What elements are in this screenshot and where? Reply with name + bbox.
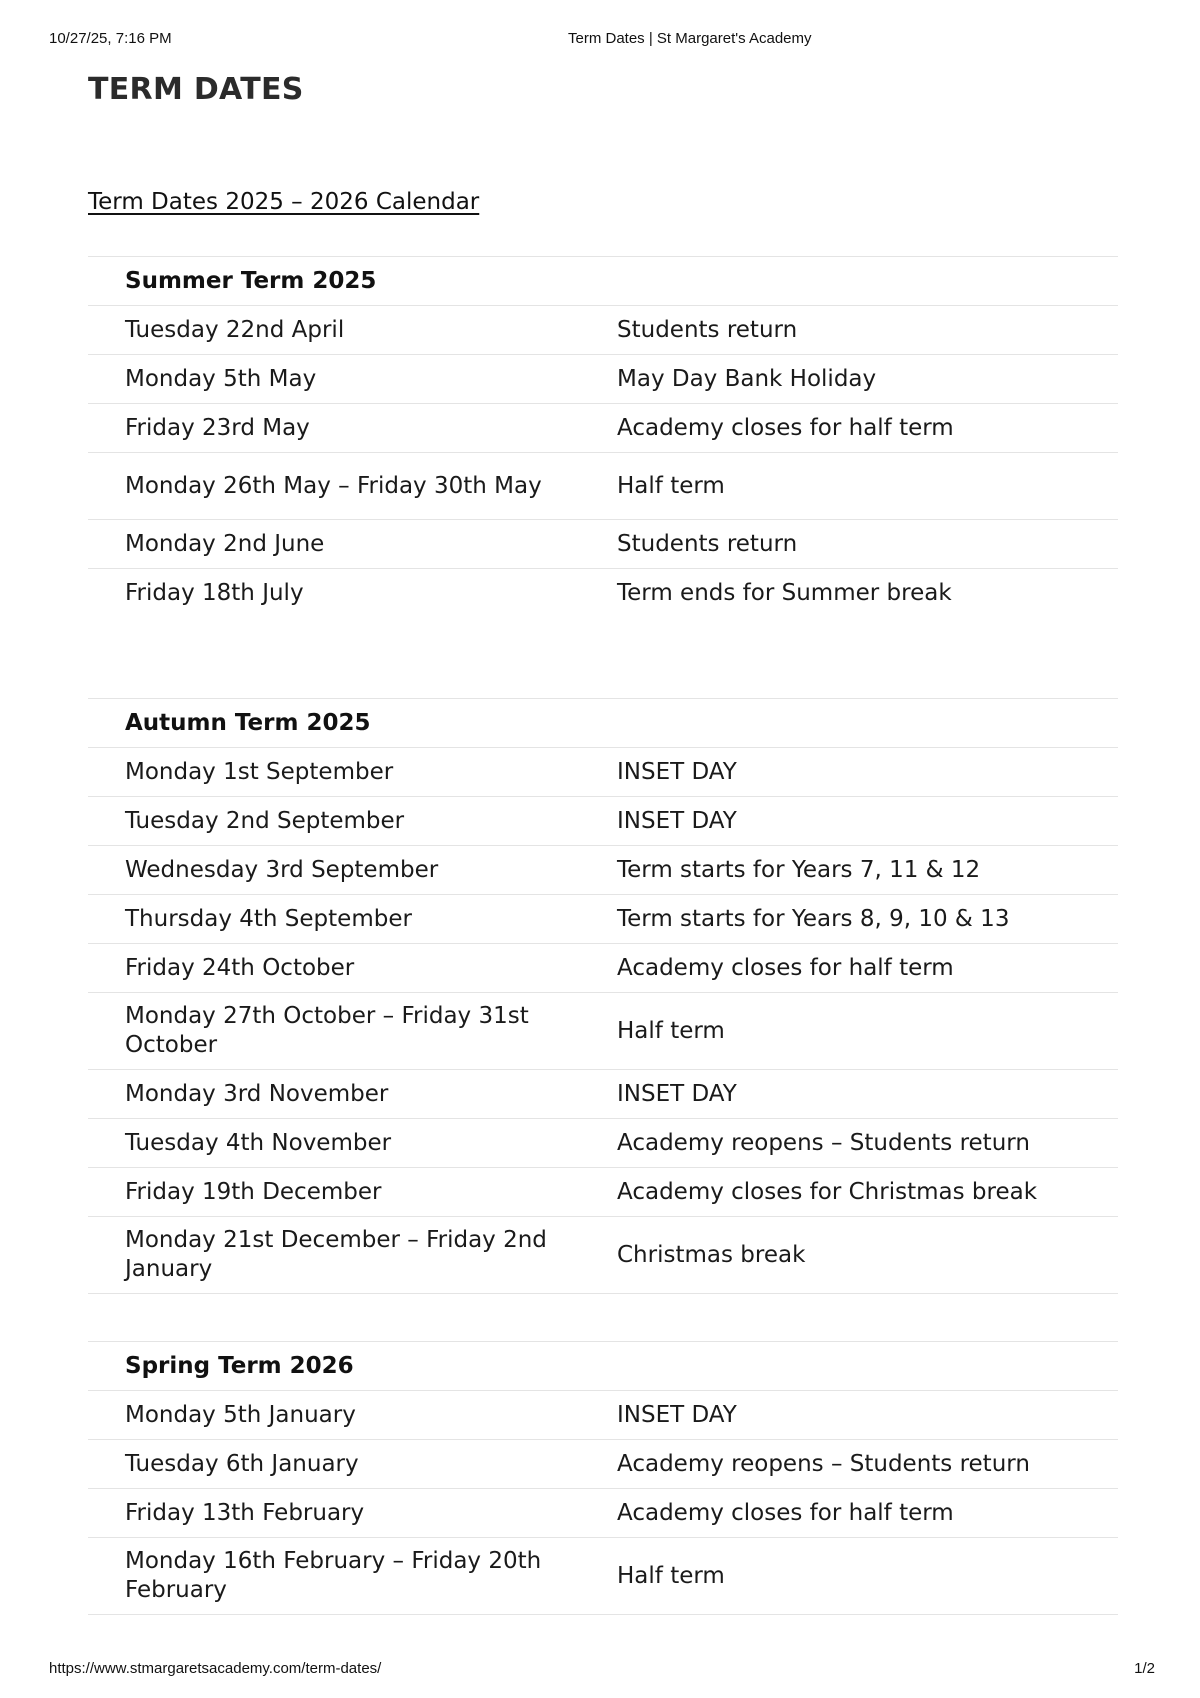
page-title: TERM DATES bbox=[88, 72, 304, 107]
date-cell: Tuesday 22nd April bbox=[88, 306, 617, 355]
table-row bbox=[88, 944, 1118, 993]
date-cell: Tuesday 6th January bbox=[88, 1440, 617, 1489]
event-cell: INSET DAY bbox=[617, 748, 1118, 797]
event-cell: May Day Bank Holiday bbox=[617, 355, 1118, 404]
table-row bbox=[88, 306, 1118, 355]
term-heading: Autumn Term 2025 bbox=[88, 699, 1118, 748]
page-counter: 1/2 bbox=[1134, 1660, 1155, 1677]
event-cell: INSET DAY bbox=[617, 1391, 1118, 1440]
page-url: https://www.stmargaretsacademy.com/term-dates/ bbox=[49, 1660, 382, 1677]
table-row bbox=[88, 1440, 1118, 1489]
event-cell: Academy reopens – Students return bbox=[617, 1119, 1118, 1168]
event-cell: Half term bbox=[617, 1538, 1118, 1615]
event-cell: Half term bbox=[617, 453, 1118, 520]
table-row bbox=[88, 1168, 1118, 1217]
table-row bbox=[88, 453, 1118, 520]
date-cell: Tuesday 4th November bbox=[88, 1119, 617, 1168]
table-row bbox=[88, 569, 1118, 618]
event-cell: Term ends for Summer break bbox=[617, 569, 1118, 618]
term-dates-container bbox=[88, 256, 1118, 1615]
table-row bbox=[88, 1070, 1118, 1119]
event-cell: Academy closes for Christmas break bbox=[617, 1168, 1118, 1217]
term-table-spring-2026 bbox=[88, 1341, 1118, 1615]
event-cell: Academy closes for half term bbox=[617, 944, 1118, 993]
term-heading: Spring Term 2026 bbox=[88, 1342, 1118, 1391]
table-row bbox=[88, 1489, 1118, 1538]
table-row bbox=[88, 993, 1118, 1070]
event-cell: Half term bbox=[617, 993, 1118, 1070]
table-row bbox=[88, 1391, 1118, 1440]
date-cell: Tuesday 2nd September bbox=[88, 797, 617, 846]
print-datetime: 10/27/25, 7:16 PM bbox=[49, 30, 172, 47]
date-cell: Monday 5th January bbox=[88, 1391, 617, 1440]
term-heading: Summer Term 2025 bbox=[88, 257, 1118, 306]
table-row bbox=[88, 1119, 1118, 1168]
date-cell: Friday 23rd May bbox=[88, 404, 617, 453]
print-header bbox=[49, 30, 1151, 52]
print-footer bbox=[49, 1660, 1155, 1682]
date-cell: Monday 21st December – Friday 2nd January bbox=[88, 1217, 617, 1294]
calendar-link[interactable]: Term Dates 2025 – 2026 Calendar bbox=[88, 189, 480, 215]
date-cell: Wednesday 3rd September bbox=[88, 846, 617, 895]
date-cell: Monday 27th October – Friday 31st October bbox=[88, 993, 617, 1070]
date-cell: Friday 19th December bbox=[88, 1168, 617, 1217]
table-row bbox=[88, 1217, 1118, 1294]
date-cell: Friday 18th July bbox=[88, 569, 617, 618]
event-cell: INSET DAY bbox=[617, 797, 1118, 846]
print-doc-title: Term Dates | St Margaret's Academy bbox=[568, 30, 812, 47]
term-heading-row bbox=[88, 257, 1118, 306]
date-cell: Friday 13th February bbox=[88, 1489, 617, 1538]
event-cell: Academy closes for half term bbox=[617, 1489, 1118, 1538]
date-cell: Thursday 4th September bbox=[88, 895, 617, 944]
event-cell: Academy reopens – Students return bbox=[617, 1440, 1118, 1489]
table-row bbox=[88, 748, 1118, 797]
table-row bbox=[88, 1538, 1118, 1615]
table-row bbox=[88, 846, 1118, 895]
date-cell: Monday 26th May – Friday 30th May bbox=[88, 453, 617, 520]
term-table-autumn-2025 bbox=[88, 698, 1118, 1294]
table-row bbox=[88, 797, 1118, 846]
event-cell: INSET DAY bbox=[617, 1070, 1118, 1119]
term-table-summer-2025 bbox=[88, 256, 1118, 617]
event-cell: Students return bbox=[617, 520, 1118, 569]
table-row bbox=[88, 355, 1118, 404]
table-row bbox=[88, 895, 1118, 944]
event-cell: Term starts for Years 7, 11 & 12 bbox=[617, 846, 1118, 895]
event-cell: Christmas break bbox=[617, 1217, 1118, 1294]
date-cell: Monday 5th May bbox=[88, 355, 617, 404]
date-cell: Friday 24th October bbox=[88, 944, 617, 993]
event-cell: Term starts for Years 8, 9, 10 & 13 bbox=[617, 895, 1118, 944]
table-row bbox=[88, 404, 1118, 453]
event-cell: Students return bbox=[617, 306, 1118, 355]
term-heading-row bbox=[88, 1342, 1118, 1391]
event-cell: Academy closes for half term bbox=[617, 404, 1118, 453]
date-cell: Monday 2nd June bbox=[88, 520, 617, 569]
date-cell: Monday 1st September bbox=[88, 748, 617, 797]
date-cell: Monday 16th February – Friday 20th February bbox=[88, 1538, 617, 1615]
term-heading-row bbox=[88, 699, 1118, 748]
table-row bbox=[88, 520, 1118, 569]
date-cell: Monday 3rd November bbox=[88, 1070, 617, 1119]
